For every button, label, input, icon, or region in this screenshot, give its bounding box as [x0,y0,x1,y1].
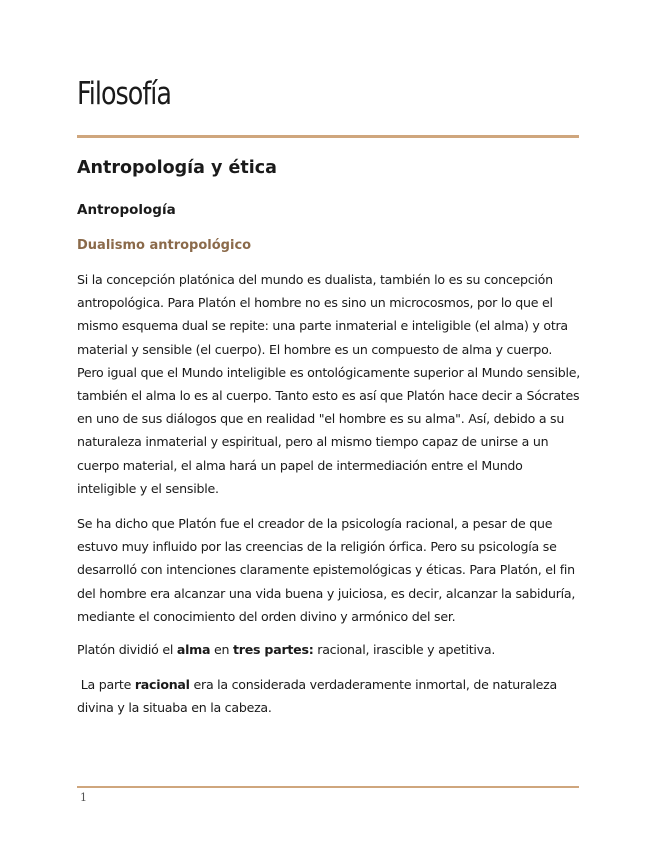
footer-divider [77,786,579,788]
text-run: en [210,642,234,657]
subsection-heading: Antropología [77,202,176,218]
page-number: 1 [80,791,87,804]
paragraph-psychology: Se ha dicho que Platón fue el creador de la psicología racional, a pesar de que estuvo muy influido por las creencias de la religión órfica. Pero su psicología se desarrolló con intenciones claramente epistemológicas y éticas. Para Platón, el fin del hombre era alcanzar una vida buena y juiciosa, es decir, alcanzar la sabiduría, mediante el conocimiento del orden divino y armónico del ser. [77,516,576,624]
subsubsection-heading: Dualismo antropológico [77,238,252,253]
text-run: era la considerada verdaderamente inmortal, de naturaleza divina y la situaba en la cabeza. [77,677,557,716]
bold-term-tres-partes: tres partes: [233,642,314,657]
text-run: La parte [77,677,135,692]
paragraph-dualism: Si la concepción platónica del mundo es dualista, también lo es su concepción antropológica. Para Platón el hombre no es sino un microcosmos, por lo que el mismo esquema dual se repite: una parte inmaterial e inteligible (el alma) y otra material y sensible (el cuerpo). El hombre es un compuesto de alma y cuerpo. Pero igual que el Mundo inteligible es ontológicamente superior al Mundo sensible, también el alma lo es al cuerpo. Tanto esto es así que Platón hace decir a Sócrates en uno de sus diálogos que en realidad "el hombre es su alma". Así, debido a su naturaleza inmaterial y espiritual, pero al mismo tiempo capaz de unirse a un cuerpo material, el alma hará un papel de intermediación entre el Mundo inteligible y el sensible. [77,272,580,496]
paragraph-rational-part [77,673,581,719]
text-run: Platón dividió el [77,642,177,657]
text-run: racional, irascible y apetitiva. [313,642,496,657]
bold-term-alma: alma [176,642,211,657]
document-title: Filosofía [77,76,171,112]
section-heading: Antropología y ética [77,158,277,178]
paragraph-soul-parts [77,638,581,661]
bold-term-racional: racional [134,677,190,692]
title-divider [77,135,579,138]
